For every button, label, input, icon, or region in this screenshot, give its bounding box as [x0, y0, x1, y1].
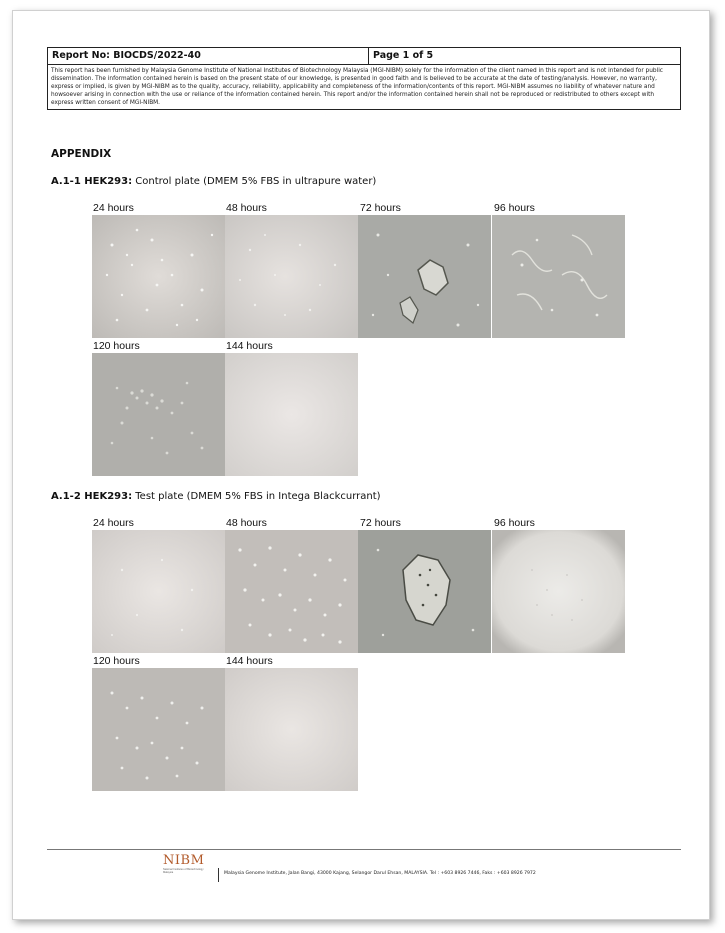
report-header-box — [47, 47, 681, 110]
micrograph-image — [92, 530, 225, 653]
micrograph-image — [492, 530, 625, 653]
micrograph-image — [225, 353, 358, 476]
time-label: 24 hours — [93, 202, 134, 214]
time-label: 48 hours — [226, 202, 267, 214]
logo-subtitle: National Institutes of Biotechnology Malaysia — [163, 868, 204, 874]
time-label: 72 hours — [360, 517, 401, 529]
time-label: 96 hours — [494, 202, 535, 214]
micrograph-image — [92, 353, 225, 476]
time-label: 72 hours — [360, 202, 401, 214]
micrograph-image — [492, 215, 625, 338]
micrograph-image — [225, 668, 358, 791]
time-label: 24 hours — [93, 517, 134, 529]
section-desc: Test plate (DMEM 5% FBS in Intega Blackcurrant) — [132, 491, 381, 502]
nibm-logo — [163, 854, 213, 882]
micrograph-image — [225, 530, 358, 653]
report-number: Report No: BIOCDS/2022-40 — [48, 48, 369, 64]
section-title-test — [51, 491, 381, 502]
footer-divider — [47, 849, 681, 850]
section-id: A.1-1 HEK293: — [51, 176, 133, 187]
disclaimer-text: This report has been furnished by Malaysia Genome Institute of National Institutes of Biotechnology Malaysia (MGI-NIBM) solely for the information of the client named in this report and is not intended for public dissemination. The information contained herein is based on the present state of our knowledge, is presented in good faith and is believed to be accurate at the date of testing/analysis. However, no warranty, express or implied, is given by MGI-NIBM as to the quality, accuracy, reliability, applicability and completeness of the information/contents of this report. MGI-NIBM assumes no liability of whatever nature and howsoever arising in connection with the use or reliance of the information contained herein. This report and/or the information contained herein shall not be reproduced or redistributed to others except with express written consent of MGI-NIBM. — [51, 68, 663, 106]
time-label: 96 hours — [494, 517, 535, 529]
page-indicator: Page 1 of 5 — [373, 50, 434, 61]
time-label: 120 hours — [93, 655, 140, 667]
document-page — [12, 10, 710, 920]
time-label: 144 hours — [226, 655, 273, 667]
footer-address: Malaysia Genome Institute, Jalan Bangi, 43000 Kajang, Selangor Darul Ehsan, MALAYSIA. Tel : +603 8926 7446, Faks : +603 8926 7972 — [224, 871, 536, 876]
time-label: 48 hours — [226, 517, 267, 529]
micrograph-image — [358, 215, 491, 338]
section-title-control — [51, 176, 376, 187]
micrograph-image — [358, 530, 491, 653]
logo-wordmark: NIBM — [163, 853, 205, 868]
footer-separator — [218, 868, 219, 882]
micrograph-image — [92, 215, 225, 338]
section-id: A.1-2 HEK293: — [51, 491, 133, 502]
micrograph-image — [92, 668, 225, 791]
section-desc: Control plate (DMEM 5% FBS in ultrapure water) — [132, 176, 377, 187]
time-label: 120 hours — [93, 340, 140, 352]
appendix-heading: APPENDIX — [51, 148, 112, 160]
micrograph-image — [225, 215, 358, 338]
time-label: 144 hours — [226, 340, 273, 352]
